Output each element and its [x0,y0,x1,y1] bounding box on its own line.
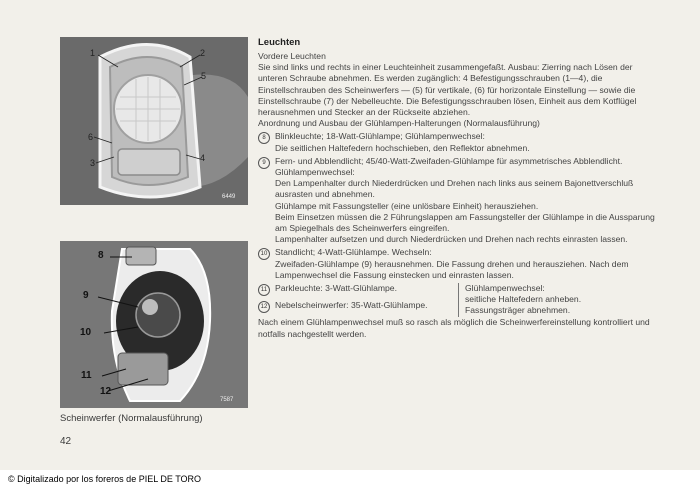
item-line: Beim Einsetzen müssen die 2 Führungslappen am Fassungsteller der Glühlampe in die Aussparung am Spiegelhals des Scheinwerfers eingreifen. [275,211,655,234]
callout-4: 4 [200,153,206,163]
callout-8: 8 [98,250,104,261]
item-11 [258,283,458,294]
callout-3: 3 [90,158,96,168]
intro-paragraph: Sie sind links und rechts in einer Leuchteinheit zusammengefaßt. Ausbau: Zierring nach Lösen der unteren Schraube abnehmen. Es werden zugänglich: 4 Befestigungsschrauben (1—4), die Einstellschrauben des Scheinwerfers — (5) für vertikale, (6) für horizontale Einstellung — sowie die Einstellschraube (7) der Nebelleuchte. Die Befestigungsschrauben lösen, Einheit aus dem Kotflügel herausnehmen und Stecker an der Rückseite abziehen. [258,62,637,118]
item-line: Glühlampe mit Fassungsteller (eine unlösbare Einheit) herausziehen. [275,200,539,211]
callout-5: 5 [201,71,207,81]
headlight-front-illustration [60,37,248,205]
headlight-rear-photo [60,241,248,408]
item-12 [258,300,458,311]
split-items [258,283,663,317]
item-line: Parkleuchte: 3-Watt-Glühlampe. [275,283,397,294]
item-line: Fern- und Abblendlicht; 45/40-Watt-Zweifaden-Glühlampe für asymmetrisches Abblendlicht. Glühlampenwechsel: [275,155,623,178]
text-column [258,37,663,340]
item-9 [258,156,663,246]
item-line: Standlicht; 4-Watt-Glühlampe. Wechseln: [275,247,432,258]
section-title: Leuchten [258,37,301,48]
photo-code-bottom: 7587 [220,397,234,403]
item-line: Nebelscheinwerfer: 35-Watt-Glühlampe. [275,300,428,311]
item-8 [258,131,663,153]
photo-code-top: 6449 [222,194,236,200]
arrangement-heading: Anordnung und Ausbau der Glühlampen-Halterungen (Normalausführung) [258,118,540,129]
item-number-11: 11 [258,284,270,296]
item-line: Die seitlichen Haltefedern hochschieben, den Reflektor abnehmen. [275,142,530,153]
note-line: Glühlampenwechsel: [465,283,545,294]
item-line: Blinkleuchte; 18-Watt-Glühlampe; Glühlampenwechsel: [275,131,485,142]
note-line: Fassungsträger abnehmen. [465,305,571,316]
split-left [258,283,458,317]
callout-12: 12 [100,386,112,397]
callout-11: 11 [81,370,92,381]
page-number: 42 [60,436,72,447]
callout-9: 9 [83,290,89,301]
callout-1: 1 [90,48,96,58]
split-note [458,283,581,317]
item-line: Den Lampenhalter durch Niederdrücken und Drehen nach links aus seinem Bajonettverschluß ausrasten und abnehmen. [275,178,634,200]
scan-credit-footer: © Digitalizado por los foreros de PIEL DE TORO [8,474,202,484]
item-number-9: 9 [258,157,270,169]
figure-caption: Scheinwerfer (Normalausführung) [60,413,203,424]
callout-6: 6 [88,132,94,142]
note-line: seitliche Haltefedern anheben. [465,294,582,305]
callout-2: 2 [200,48,206,58]
item-line: Lampenhalter aufsetzen und durch Niederdrücken und Drehen nach rechts einrasten lassen. [275,234,628,245]
callout-10: 10 [80,327,92,338]
headlight-front-photo [60,37,248,205]
item-number-12: 12 [258,301,270,313]
headlight-rear-illustration [60,241,248,408]
item-line: Zweifaden-Glühlampe (9) herausnehmen. Die Fassung drehen und herausziehen. Nach dem Lampenwechsel die Fassung einstecken und einrasten lassen. [275,258,629,280]
item-10 [258,247,663,281]
item-number-10: 10 [258,248,270,260]
section-subtitle: Vordere Leuchten [258,51,326,61]
item-number-8: 8 [258,132,270,144]
closing-paragraph: Nach einem Glühlampenwechsel muß so rasch als möglich die Scheinwerfereinstellung kontrolliert und notfalls nachgestellt werden. [258,317,650,339]
